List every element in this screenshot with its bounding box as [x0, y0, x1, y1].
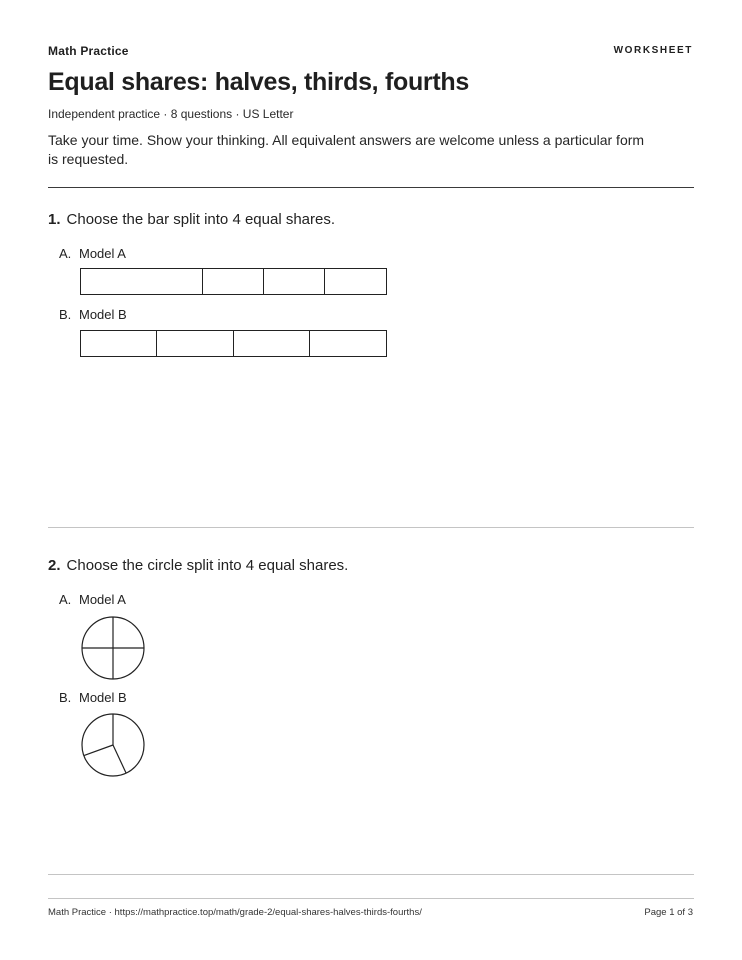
circle-cut-line-2 — [113, 745, 126, 773]
question-2-option-b[interactable] — [59, 690, 127, 705]
document-type-label: WORKSHEET — [613, 45, 693, 56]
circle-model-a[interactable] — [80, 615, 146, 681]
option-label: Model B — [79, 690, 127, 705]
bar-model-b[interactable] — [80, 330, 387, 357]
circle-model-b[interactable] — [80, 712, 146, 778]
page-title: Equal shares: halves, thirds, fourths — [48, 68, 469, 96]
question-1-number: 1. — [48, 211, 61, 228]
footer-source: Math Practice · https://mathpractice.top/math/grade-2/equal-shares-halves-thirds-fourths/ — [48, 907, 422, 918]
option-label: Model A — [79, 246, 126, 261]
option-letter: A. — [59, 246, 72, 261]
bar-model-a[interactable] — [80, 268, 387, 295]
question-1-text: Choose the bar split into 4 equal shares. — [66, 211, 336, 228]
question-1-prompt — [48, 211, 335, 228]
question-2-prompt — [48, 557, 348, 574]
question-2-number: 2. — [48, 557, 61, 574]
bar-share-4 — [310, 331, 386, 356]
question-1-option-a[interactable] — [59, 246, 126, 261]
brand-label: Math Practice — [48, 44, 129, 58]
option-letter: B. — [59, 690, 72, 705]
bar-share-1 — [81, 331, 157, 356]
header-divider — [48, 187, 694, 188]
circle-cut-line-3 — [84, 745, 113, 756]
page-subtitle: Independent practice · 8 questions · US Letter — [48, 107, 294, 121]
bar-share-1 — [81, 269, 203, 294]
instructions-text: Take your time. Show your thinking. All equivalent answers are welcome unless a particular form is requested. — [48, 132, 645, 167]
question-divider — [48, 874, 694, 875]
question-1-option-b[interactable] — [59, 307, 127, 322]
option-label: Model A — [79, 592, 126, 607]
footer-divider — [48, 898, 694, 899]
bar-share-3 — [264, 269, 325, 294]
bar-share-4 — [325, 269, 386, 294]
question-2-option-a[interactable] — [59, 592, 126, 607]
bar-share-2 — [203, 269, 264, 294]
option-letter: B. — [59, 307, 72, 322]
question-2-text: Choose the circle split into 4 equal shares. — [66, 557, 349, 574]
question-divider — [48, 527, 694, 528]
bar-share-2 — [157, 331, 233, 356]
option-letter: A. — [59, 592, 72, 607]
bar-share-3 — [234, 331, 310, 356]
page-number: Page 1 of 3 — [644, 907, 693, 918]
option-label: Model B — [79, 307, 127, 322]
